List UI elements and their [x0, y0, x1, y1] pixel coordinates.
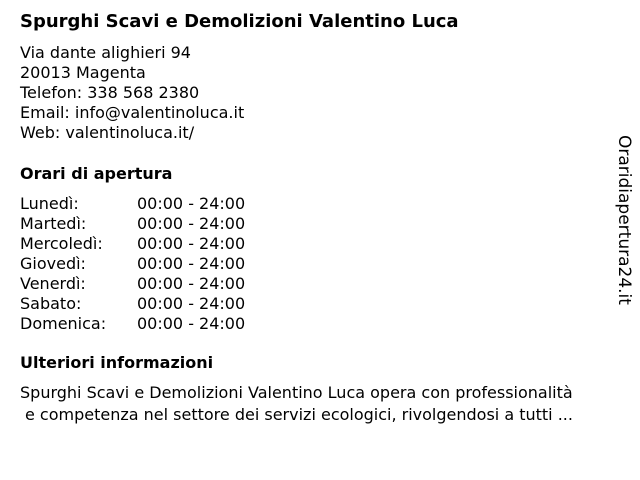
- time-range: 00:00 - 24:00: [137, 234, 246, 253]
- day-label: Mercoledì:: [20, 234, 103, 253]
- email-address: Email: info@valentinoluca.it: [20, 103, 245, 122]
- hours-row-friday: [20, 274, 267, 294]
- opening-hours-table: [20, 194, 267, 334]
- time-range: 00:00 - 24:00: [137, 194, 246, 213]
- business-name: Spurghi Scavi e Demolizioni Valentino Luca: [20, 11, 459, 32]
- info-line-2: e competenza nel settore dei servizi ecologici, rivolgendosi a tutti ...: [25, 405, 573, 424]
- hours-row-thursday: [20, 254, 267, 274]
- day-label: Domenica:: [20, 314, 107, 333]
- phone-number: Telefon: 338 568 2380: [20, 83, 200, 102]
- day-label: Martedì:: [20, 214, 87, 233]
- website-address: Web: valentinoluca.it/: [20, 123, 195, 142]
- address-street: Via dante alighieri 94: [20, 43, 191, 62]
- hours-row-tuesday: [20, 214, 267, 234]
- more-info-heading: Ulteriori informazioni: [20, 353, 214, 372]
- address-city: 20013 Magenta: [20, 63, 146, 82]
- time-range: 00:00 - 24:00: [137, 314, 246, 333]
- day-label: Venerdì:: [20, 274, 86, 293]
- site-brand-vertical: Oraridiapertura24.it: [614, 135, 634, 305]
- time-range: 00:00 - 24:00: [137, 254, 246, 273]
- contact-block: [20, 43, 244, 143]
- hours-row-wednesday: [20, 234, 267, 254]
- day-label: Lunedì:: [20, 194, 79, 213]
- info-line-1: Spurghi Scavi e Demolizioni Valentino Luca opera con professionalità: [20, 383, 573, 402]
- hours-row-monday: [20, 194, 267, 214]
- time-range: 00:00 - 24:00: [137, 214, 246, 233]
- more-info-text: [20, 382, 625, 426]
- hours-row-saturday: [20, 294, 267, 314]
- hours-heading: Orari di apertura: [20, 164, 173, 183]
- time-range: 00:00 - 24:00: [137, 274, 246, 293]
- time-range: 00:00 - 24:00: [137, 294, 246, 313]
- hours-row-sunday: [20, 314, 267, 334]
- day-label: Giovedì:: [20, 254, 86, 273]
- day-label: Sabato:: [20, 294, 82, 313]
